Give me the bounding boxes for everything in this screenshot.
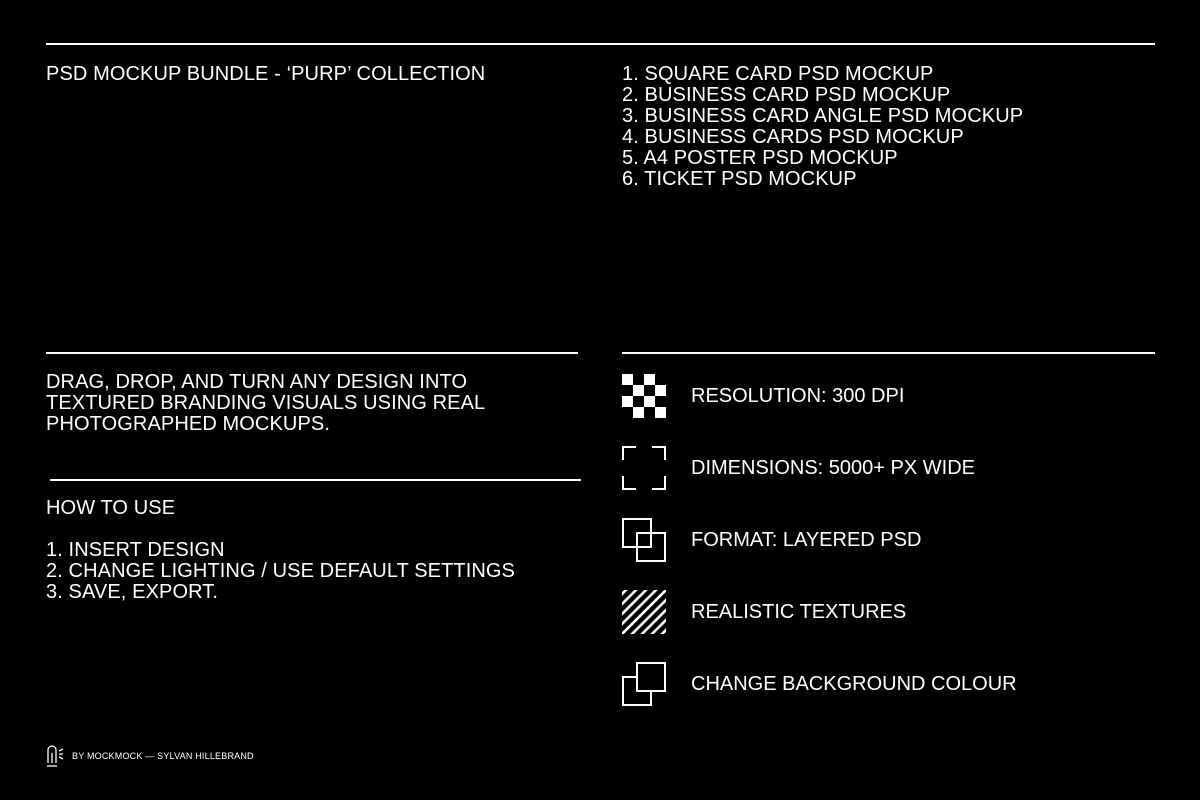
- how-to-use-heading: HOW TO USE: [46, 497, 176, 519]
- feature-format: [622, 518, 921, 562]
- feature-resolution: [622, 374, 904, 418]
- layers-icon: [622, 518, 666, 562]
- list-item: 3. SAVE, EXPORT.: [46, 581, 219, 603]
- right-mid-divider: [622, 352, 1155, 354]
- list-item: 4. BUSINESS CARDS PSD MOCKUP: [622, 126, 964, 148]
- list-item: 5. A4 POSTER PSD MOCKUP: [622, 147, 898, 169]
- feature-background-colour: [622, 662, 1017, 706]
- list-item: 3. BUSINESS CARD ANGLE PSD MOCKUP: [622, 105, 1024, 127]
- feature-label: REALISTIC TEXTURES: [691, 601, 907, 623]
- description-line: DRAG, DROP, AND TURN ANY DESIGN INTO: [46, 371, 468, 393]
- checkerboard-icon: [622, 374, 666, 418]
- frame-corners-icon: [622, 446, 666, 490]
- list-item: 1. SQUARE CARD PSD MOCKUP: [622, 63, 934, 85]
- mockmock-logo-icon: [46, 745, 64, 767]
- feature-label: RESOLUTION: 300 DPI: [691, 385, 905, 407]
- list-item: 1. INSERT DESIGN: [46, 539, 225, 561]
- description-line: PHOTOGRAPHED MOCKUPS.: [46, 413, 330, 435]
- feature-dimensions: [622, 446, 975, 490]
- page-title: PSD MOCKUP BUNDLE - ‘PURP’ COLLECTION: [46, 63, 486, 85]
- how-to-divider: [50, 479, 581, 481]
- footer-credit: BY MOCKMOCK — SYLVAN HILLEBRAND: [72, 751, 254, 761]
- diagonal-stripes-icon: [622, 590, 666, 634]
- footer: [46, 745, 254, 767]
- list-item: 2. CHANGE LIGHTING / USE DEFAULT SETTINGS: [46, 560, 516, 582]
- top-divider: [46, 43, 1155, 45]
- feature-textures: [622, 590, 906, 634]
- overlapping-squares-icon: [622, 662, 666, 706]
- contents-list: [622, 64, 1023, 190]
- list-item: 6. TICKET PSD MOCKUP: [622, 168, 857, 190]
- how-to-use-steps: [46, 540, 515, 603]
- list-item: 2. BUSINESS CARD PSD MOCKUP: [622, 84, 951, 106]
- feature-label: FORMAT: LAYERED PSD: [691, 529, 922, 551]
- left-mid-divider: [46, 352, 578, 354]
- feature-label: DIMENSIONS: 5000+ PX WIDE: [691, 457, 975, 479]
- feature-label: CHANGE BACKGROUND COLOUR: [691, 673, 1017, 695]
- description-line: TEXTURED BRANDING VISUALS USING REAL: [46, 392, 486, 414]
- description: [46, 372, 485, 435]
